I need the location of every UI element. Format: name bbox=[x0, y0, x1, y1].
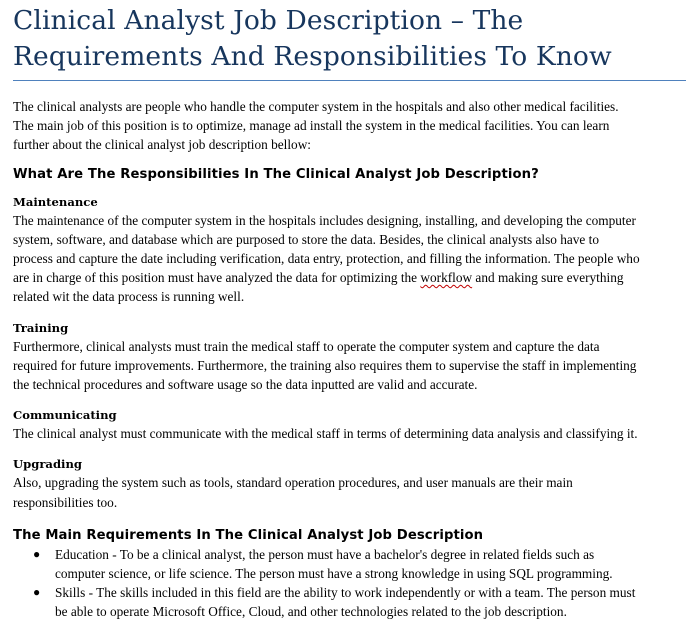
body-line: system, software, and database which are purposed to store the data. Besides, the clinical analysts also have to bbox=[13, 231, 599, 247]
intro-line: The clinical analysts are people who handle the computer system in the hospitals and also other medical facilities. bbox=[13, 99, 619, 114]
maintenance-paragraph bbox=[13, 211, 693, 307]
body-line: Also, upgrading the system such as tools, standard operation procedures, and user manuals are their main bbox=[13, 475, 573, 491]
title-line-2: Requirements And Responsibilities To Know bbox=[13, 41, 612, 72]
training-title: Training bbox=[13, 320, 69, 335]
requirements-list bbox=[13, 545, 693, 622]
body-line: and making sure everything bbox=[472, 270, 624, 286]
communicating-section bbox=[13, 407, 693, 443]
body-line: process and capture the date including verification, data entry, protection, and filling the information. The people who bbox=[13, 251, 640, 267]
responsibilities-heading: What Are The Responsibilities In The Clinical Analyst Job Description? bbox=[13, 166, 539, 182]
body-line: related wit the data process is running well. bbox=[13, 289, 245, 305]
spellcheck-flagged-word[interactable]: workflow bbox=[420, 270, 473, 286]
body-line: The clinical analyst must communicate with the medical staff in terms of determining data analysis and classifying it. bbox=[13, 426, 638, 442]
bullet-icon: ● bbox=[33, 546, 41, 561]
document-page bbox=[13, 0, 693, 622]
title-line-1: Clinical Analyst Job Description – The bbox=[13, 5, 524, 36]
body-line: The maintenance of the computer system in the hospitals includes designing, installing, and developing the computer bbox=[13, 212, 636, 228]
list-item-line: Skills - The skills included in this field are the ability to work independently or with a team. The person must bbox=[55, 585, 636, 601]
body-line: are in charge of this position must have analyzed the data for optimizing the bbox=[13, 270, 421, 286]
body-line: the technical procedures and software usage so the data inputted are valid and accurate. bbox=[13, 377, 478, 393]
training-section bbox=[13, 320, 693, 395]
upgrading-section bbox=[13, 456, 693, 511]
intro-paragraph bbox=[13, 97, 693, 155]
document-title bbox=[13, 3, 693, 75]
requirements-heading: The Main Requirements In The Clinical Analyst Job Description bbox=[13, 527, 484, 543]
upgrading-title: Upgrading bbox=[13, 457, 82, 472]
list-item-line: Education - To be a clinical analyst, the person must have a bachelor's degree in related fields such as bbox=[55, 546, 595, 562]
body-line: required for future improvements. Furthermore, the training also requires them to supervise the staff in implementing bbox=[13, 357, 637, 373]
bullet-icon: ● bbox=[33, 585, 41, 600]
body-line: Furthermore, clinical analysts must train the medical staff to operate the computer system and capture the data bbox=[13, 338, 600, 354]
list-item bbox=[13, 545, 693, 583]
intro-line: further about the clinical analyst job description bellow: bbox=[13, 137, 311, 153]
title-underline bbox=[13, 80, 686, 81]
list-item bbox=[13, 583, 693, 621]
training-paragraph bbox=[13, 337, 693, 395]
intro-line: The main job of this position is to optimize, manage ad install the system in the medical facilities. You can learn bbox=[13, 118, 610, 134]
maintenance-section bbox=[13, 194, 693, 307]
body-line: responsibilities too. bbox=[13, 494, 118, 510]
list-item-line: be able to operate Microsoft Office, Cloud, and other technologies related to the job description. bbox=[55, 604, 567, 620]
upgrading-paragraph bbox=[13, 473, 693, 511]
communicating-paragraph bbox=[13, 424, 693, 443]
list-item-line: computer science, or life science. The person must have a strong knowledge in using SQL programming. bbox=[55, 566, 613, 582]
communicating-title: Communicating bbox=[13, 408, 117, 423]
maintenance-title: Maintenance bbox=[13, 194, 98, 209]
